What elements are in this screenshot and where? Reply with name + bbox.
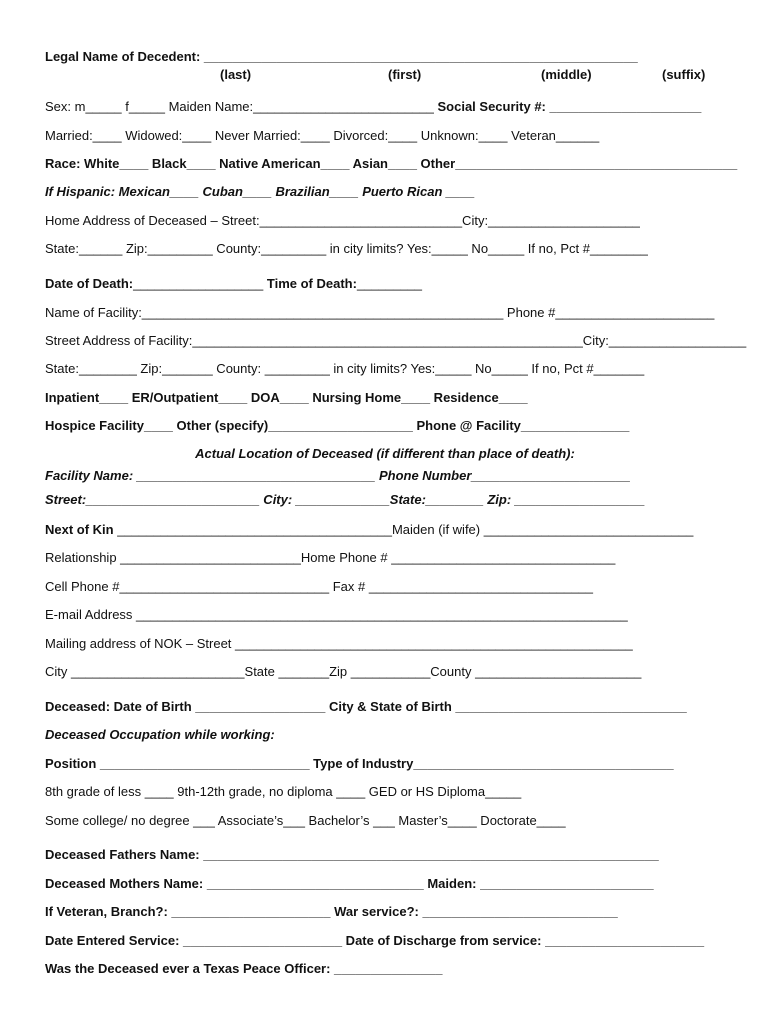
peace-officer-line[interactable]: Was the Deceased ever a Texas Peace Officer: _______________ xyxy=(45,961,443,976)
mailing-address-line[interactable]: Mailing address of NOK – Street _______________________________________________________ xyxy=(45,636,633,651)
education-line-2[interactable]: Some college/ no degree ___ Associate’s___ Bachelor’s ___ Master’s____ Doctorate____ xyxy=(45,813,566,828)
facility-street-line[interactable]: Street Address of Facility:______________________________________________________City:___________________ xyxy=(45,333,747,348)
first-name-label: (first) xyxy=(388,67,422,82)
suffix-label: (suffix) xyxy=(662,67,706,82)
date-of-death-field[interactable]: __________________ xyxy=(133,276,267,291)
education-line-1[interactable]: 8th grade of less ____ 9th-12th grade, no diploma ____ GED or HS Diploma_____ xyxy=(45,784,522,799)
middle-name-label: (middle) xyxy=(541,67,592,82)
ssn-field[interactable]: Social Security #: _____________________ xyxy=(437,99,702,114)
actual-facility-line[interactable]: Facility Name: _________________________________ Phone Number______________________ xyxy=(45,468,631,483)
veteran-branch-line[interactable]: If Veteran, Branch?: ______________________ War service?: ___________________________ xyxy=(45,904,618,919)
legal-name-line[interactable]: Legal Name of Decedent: ____________________________________________________________ xyxy=(45,49,638,64)
hospice-line[interactable]: Hospice Facility____ Other (specify)____________________ Phone @ Facility_______________ xyxy=(45,418,630,433)
race-line[interactable]: Race: White____ Black____ Native American____ Asian____ Other_______________________________________ xyxy=(45,156,738,171)
actual-street-line[interactable]: Street:________________________ City: _____________State:________ Zip: __________________ xyxy=(45,492,645,507)
actual-location-heading: Actual Location of Deceased (if different than place of death): xyxy=(195,446,575,461)
sex-maiden-fields[interactable]: Sex: m_____ f_____ Maiden Name:_________________________ xyxy=(45,99,438,114)
service-dates-line[interactable]: Date Entered Service: ______________________ Date of Discharge from service: ______________________ xyxy=(45,933,705,948)
position-line[interactable]: Position _____________________________ Type of Industry____________________________________ xyxy=(45,756,674,771)
next-of-kin-line[interactable] xyxy=(45,522,693,538)
relationship-line[interactable]: Relationship _________________________Home Phone # _______________________________ xyxy=(45,550,616,565)
care-type-line[interactable]: Inpatient____ ER/Outpatient____ DOA____ Nursing Home____ Residence____ xyxy=(45,390,528,405)
last-name-label: (last) xyxy=(220,67,252,82)
hispanic-line[interactable]: If Hispanic: Mexican____ Cuban____ Brazilian____ Puerto Rican ____ xyxy=(45,184,475,199)
father-name-line[interactable]: Deceased Fathers Name: _______________________________________________________________ xyxy=(45,847,659,862)
time-of-death-field[interactable]: _________ xyxy=(356,276,423,291)
nok-city-line[interactable]: City ________________________State _______Zip ___________County _______________________ xyxy=(45,664,642,679)
death-date-time-line[interactable] xyxy=(45,276,422,292)
home-address-line[interactable]: Home Address of Deceased – Street:____________________________City:_____________________ xyxy=(45,213,640,228)
date-of-birth-line[interactable]: Deceased: Date of Birth __________________ City & State of Birth ________________________________ xyxy=(45,699,687,714)
email-line[interactable]: E-mail Address ____________________________________________________________________ xyxy=(45,607,628,622)
sex-maiden-ssn-line[interactable] xyxy=(45,99,701,115)
date-of-death-label: Date of Death: xyxy=(45,276,134,291)
next-of-kin-label: Next of Kin xyxy=(45,522,114,537)
home-state-line[interactable]: State:______ Zip:_________ County:_________ in city limits? Yes:_____ No_____ If no, Pct #________ xyxy=(45,241,648,256)
time-of-death-label: Time of Death: xyxy=(266,276,357,291)
next-of-kin-field[interactable]: ______________________________________Maiden (if wife) _____________________________ xyxy=(113,522,694,537)
occupation-heading: Deceased Occupation while working: xyxy=(45,727,275,742)
cell-phone-line[interactable]: Cell Phone #_____________________________ Fax # _______________________________ xyxy=(45,579,593,594)
mother-name-line[interactable]: Deceased Mothers Name: ______________________________ Maiden: ________________________ xyxy=(45,876,654,891)
facility-name-line[interactable]: Name of Facility:__________________________________________________ Phone #______________________ xyxy=(45,305,715,320)
facility-state-line[interactable]: State:________ Zip:_______ County: _________ in city limits? Yes:_____ No_____ If no, Pct #_______ xyxy=(45,361,645,376)
marital-status-line[interactable]: Married:____ Widowed:____ Never Married:____ Divorced:____ Unknown:____ Veteran______ xyxy=(45,128,600,143)
